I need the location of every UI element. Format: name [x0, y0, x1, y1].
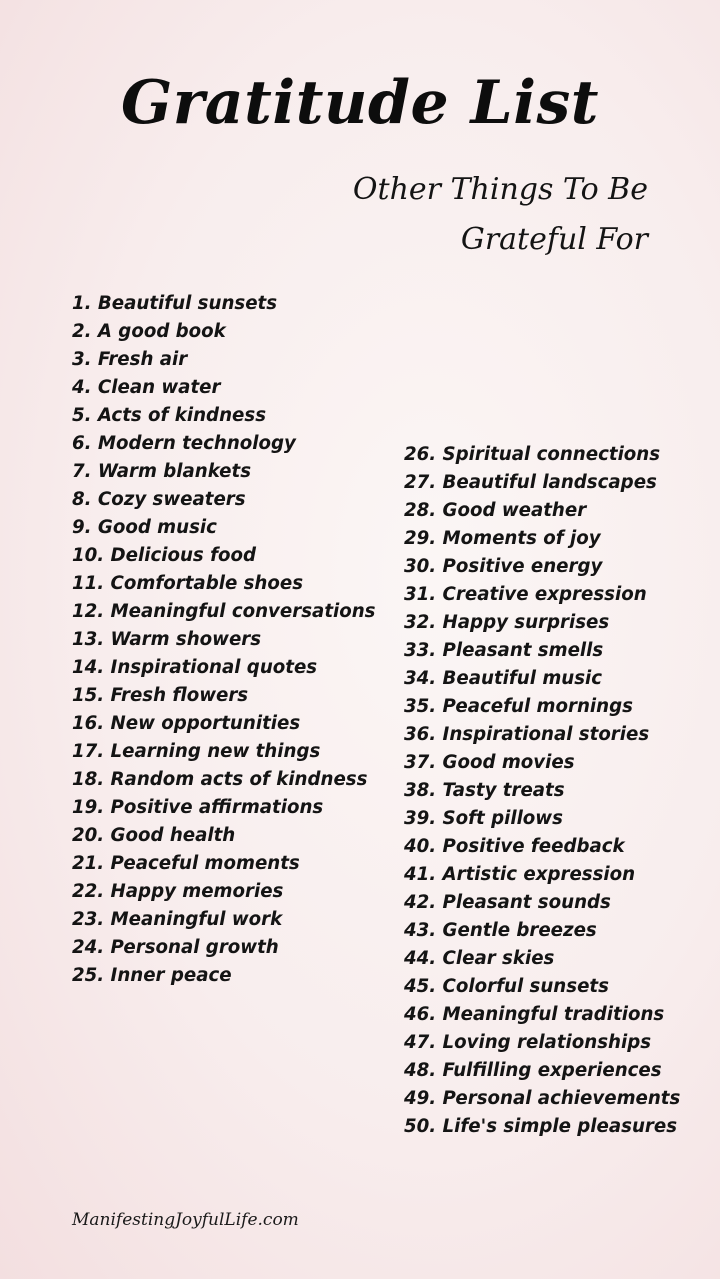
list-item: 10. Delicious food	[72, 545, 256, 566]
list-item: 9. Good music	[72, 517, 217, 538]
list-item: 14. Inspirational quotes	[72, 657, 318, 678]
list-item: 43. Gentle breezes	[404, 920, 597, 941]
footer-site-name: ManifestingJoyfulLife.com	[72, 1210, 299, 1230]
list-item: 31. Creative expression	[404, 584, 647, 605]
list-item: 8. Cozy sweaters	[72, 489, 246, 510]
list-item: 41. Artistic expression	[404, 864, 636, 885]
list-item: 26. Spiritual connections	[404, 444, 661, 465]
list-item: 19. Positive affirmations	[72, 797, 324, 818]
subtitle-line-1: Other Things To Be	[352, 172, 648, 207]
list-item: 33. Pleasant smells	[404, 640, 604, 661]
list-item: 29. Moments of joy	[404, 528, 601, 549]
list-item: 27. Beautiful landscapes	[404, 472, 657, 493]
list-item: 2. A good book	[72, 321, 226, 342]
list-item: 4. Clean water	[72, 377, 221, 398]
list-item: 44. Clear skies	[404, 948, 555, 969]
list-item: 48. Fulfilling experiences	[404, 1060, 662, 1081]
list-item: 39. Soft pillows	[404, 808, 563, 829]
list-item: 25. Inner peace	[72, 965, 232, 986]
subtitle	[288, 165, 648, 265]
gratitude-list-left	[72, 290, 376, 990]
list-item: 49. Personal achievements	[404, 1088, 681, 1109]
list-item: 1. Beautiful sunsets	[72, 293, 278, 314]
list-item: 37. Good movies	[404, 752, 575, 773]
list-item: 6. Modern technology	[72, 433, 296, 454]
list-item: 15. Fresh flowers	[72, 685, 249, 706]
list-item: 47. Loving relationships	[404, 1032, 652, 1053]
gratitude-list-right	[404, 441, 680, 1141]
subtitle-line-2: Grateful For	[460, 222, 648, 257]
list-item: 30. Positive energy	[404, 556, 603, 577]
list-item: 40. Positive feedback	[404, 836, 625, 857]
list-item: 32. Happy surprises	[404, 612, 610, 633]
list-item: 45. Colorful sunsets	[404, 976, 609, 997]
list-item: 20. Good health	[72, 825, 236, 846]
list-item: 13. Warm showers	[72, 629, 262, 650]
list-item: 18. Random acts of kindness	[72, 769, 368, 790]
list-item: 50. Life's simple pleasures	[404, 1116, 678, 1137]
list-item: 17. Learning new things	[72, 741, 321, 762]
list-item: 5. Acts of kindness	[72, 405, 267, 426]
list-item: 38. Tasty treats	[404, 780, 565, 801]
list-item: 22. Happy memories	[72, 881, 284, 902]
list-item: 21. Peaceful moments	[72, 853, 300, 874]
list-item: 35. Peaceful mornings	[404, 696, 633, 717]
list-item: 24. Personal growth	[72, 937, 279, 958]
list-item: 16. New opportunities	[72, 713, 301, 734]
list-item: 12. Meaningful conversations	[72, 601, 376, 622]
list-item: 23. Meaningful work	[72, 909, 283, 930]
list-item: 34. Beautiful music	[404, 668, 603, 689]
list-item: 11. Comfortable shoes	[72, 573, 304, 594]
list-item: 36. Inspirational stories	[404, 724, 650, 745]
list-item: 46. Meaningful traditions	[404, 1004, 665, 1025]
list-item: 42. Pleasant sounds	[404, 892, 611, 913]
list-item: 3. Fresh air	[72, 349, 188, 370]
list-item: 28. Good weather	[404, 500, 587, 521]
list-item: 7. Warm blankets	[72, 461, 252, 482]
page-title: Gratitude List	[120, 68, 600, 138]
